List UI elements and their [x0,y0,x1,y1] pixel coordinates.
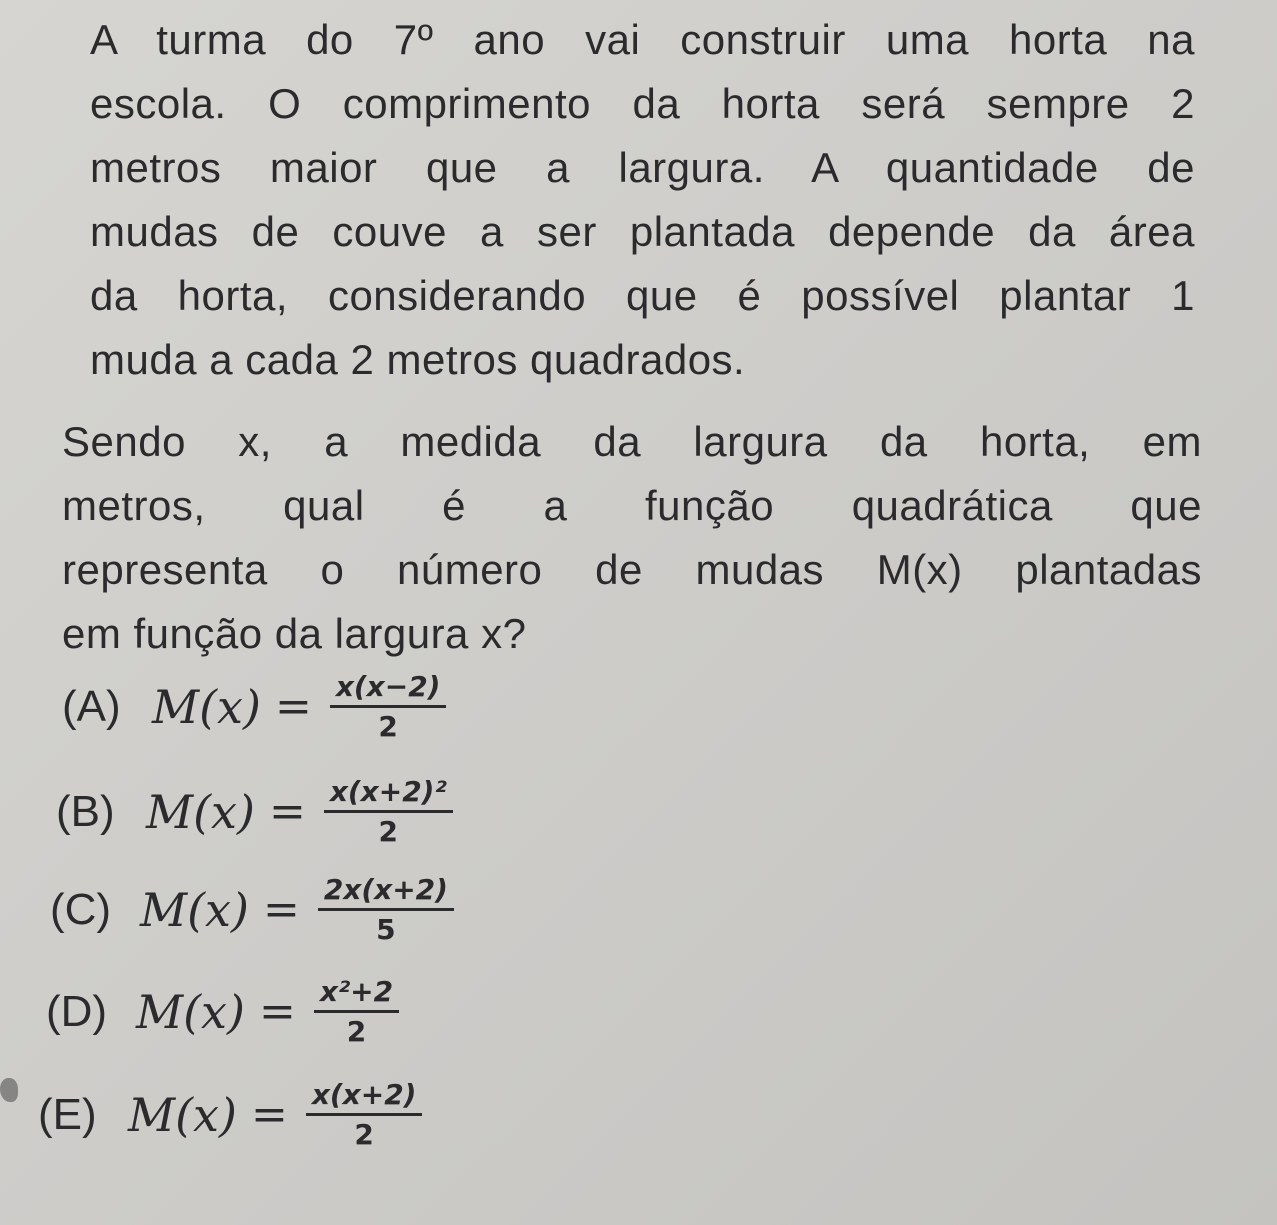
fraction [318,873,454,946]
equals-sign: = [262,884,300,935]
text-line: metros, qual é a função quadrática que [62,482,1202,529]
numerator: 2x(x+2) [318,873,454,911]
option-label: (B) [56,786,115,836]
pen-mark [0,1078,18,1102]
fraction [314,975,399,1048]
text-line: mudas de couve a ser plantada depende da área [90,208,1195,255]
denominator: 2 [378,710,398,743]
text-line: metros maior que a largura. A quantidade de [90,144,1195,191]
text-line: representa o número de mudas M(x) plantadas [62,546,1202,593]
denominator: 2 [378,815,399,848]
equals-sign: = [250,1089,288,1140]
function-name: M(x) [152,679,261,734]
text-line: escola. O comprimento da horta será sempre 2 [90,80,1195,127]
text-line: Sendo x, a medida da largura da horta, em [62,418,1202,465]
text-line: muda a cada 2 metros quadrados. [90,336,746,383]
option-c[interactable] [50,873,454,946]
option-label: (A) [62,681,121,731]
numerator: x(x+2)² [324,775,453,813]
fraction [330,670,447,743]
equals-sign: = [268,786,306,837]
option-d[interactable] [46,975,399,1048]
equals-sign: = [274,681,312,732]
numerator: x²+2 [314,975,399,1013]
fraction [324,775,453,848]
option-label: (C) [50,884,112,934]
denominator: 2 [354,1118,374,1151]
fraction [306,1078,423,1151]
denominator: 2 [346,1015,367,1048]
numerator: x(x+2) [306,1078,423,1116]
function-name: M(x) [128,1087,237,1142]
numerator: x(x−2) [330,670,447,708]
option-a[interactable] [62,670,446,743]
option-label: (D) [46,986,108,1036]
equals-sign: = [258,986,296,1037]
text-line: em função da largura x? [62,610,527,657]
function-name: M(x) [140,882,249,937]
function-name: M(x) [136,984,245,1039]
option-b[interactable] [56,775,453,848]
problem-paragraph-2 [62,410,1202,666]
denominator: 5 [376,913,396,946]
function-name: M(x) [146,784,255,839]
text-line: da horta, considerando que é possível plantar 1 [90,272,1195,319]
text-line: A turma do 7º ano vai construir uma horta na [90,16,1195,63]
option-e[interactable] [38,1078,422,1151]
option-label: (E) [38,1089,97,1139]
problem-paragraph-1 [90,8,1195,392]
